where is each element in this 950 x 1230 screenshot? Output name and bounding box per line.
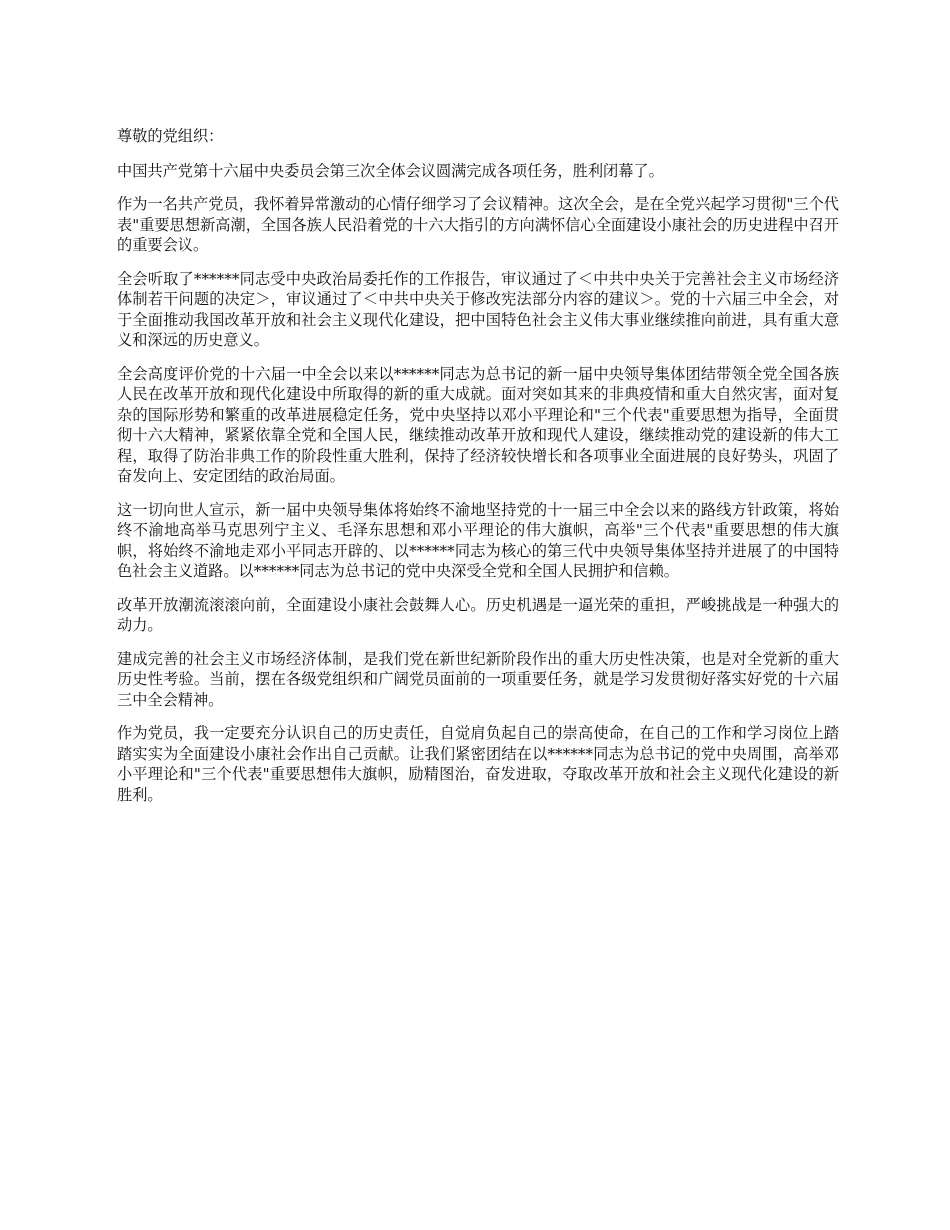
paragraph-4: 全会高度评价党的十六届一中全会以来以******同志为总书记的新一届中央领导集体团结带领全党全国各族人民在改革开放和现代化建设中所取得的新的重大成就。面对突如其来的非典疫情和重大自然灾害，面对复杂的国际形势和繁重的改革进展稳定任务，党中央坚持以邓小平理论和"三个代表"重要思想为指导，全面贯彻十六大精神，紧紧依靠全党和全国人民，继续推动改革开放和现代人建设，继续推动党的建设新的伟大工程，取得了防治非典工作的阶段性重大胜利，保持了经济较快增长和各项事业全面进展的良好势头，巩固了奋发向上、安定团结的政治局面。 xyxy=(117,364,839,485)
paragraph-6: 改革开放潮流滚滚向前，全面建设小康社会鼓舞人心。历史机遇是一逼光荣的重担，严峻挑战是一种强大的动力。 xyxy=(117,595,839,634)
paragraph-8: 作为党员，我一定要充分认识自己的历史责任，自觉肩负起自己的崇高使命，在自己的工作和学习岗位上踏踏实实为全面建设小康社会作出自己贡献。让我们紧密团结在以******同志为总书记的党中央周围，高举邓小平理论和"三个代表"重要思想伟大旗帜，励精图治，奋发进取，夺取改革开放和社会主义现代化建设的新胜利。 xyxy=(117,724,839,804)
paragraph-7: 建成完善的社会主义市场经济体制，是我们党在新世纪新阶段作出的重大历史性决策，也是对全党新的重大历史性考验。当前，摆在各级党组织和广阔党员面前的一项重要任务，就是学习发贯彻好落实好党的十六届三中全会精神。 xyxy=(117,649,839,709)
paragraph-2: 作为一名共产党员，我怀着异常激动的心情仔细学习了会议精神。这次全会，是在全党兴起学习贯彻"三个代表"重要思想新高潮，全国各族人民沿着党的十六大指引的方向满怀信心全面建设小康社会的历史进程中召开的重要会议。 xyxy=(117,195,839,254)
letter-body xyxy=(117,126,839,818)
paragraph-5: 这一切向世人宣示，新一届中央领导集体将始终不渝地坚持党的十一届三中全会以来的路线方针政策，将始终不渝地高举马克思列宁主义、毛泽东思想和邓小平理论的伟大旗帜，高举"三个代表"重要思想的伟大旗帜，将始终不渝地走邓小平同志开辟的、以******同志为核心的第三代中央领导集体坚持并进展了的中国特色社会主义道路。以******同志为总书记的党中央深受全党和全国人民拥护和信赖。 xyxy=(117,500,839,580)
paragraph-3: 全会听取了******同志受中央政治局委托作的工作报告，审议通过了＜中共中央关于完善社会主义市场经济体制若干问题的决定＞，审议通过了＜中共中央关于修改宪法部分内容的建议＞。党的十六届三中全会，对于全面推动我国改革开放和社会主义现代化建设，把中国特色社会主义伟大事业继续推向前进，具有重大意义和深远的历史意义。 xyxy=(117,269,839,349)
salutation: 尊敬的党组织： xyxy=(117,127,224,145)
paragraph-1: 中国共产党第十六届中央委员会第三次全体会议圆满完成各项任务，胜利闭幕了。 xyxy=(117,161,664,180)
